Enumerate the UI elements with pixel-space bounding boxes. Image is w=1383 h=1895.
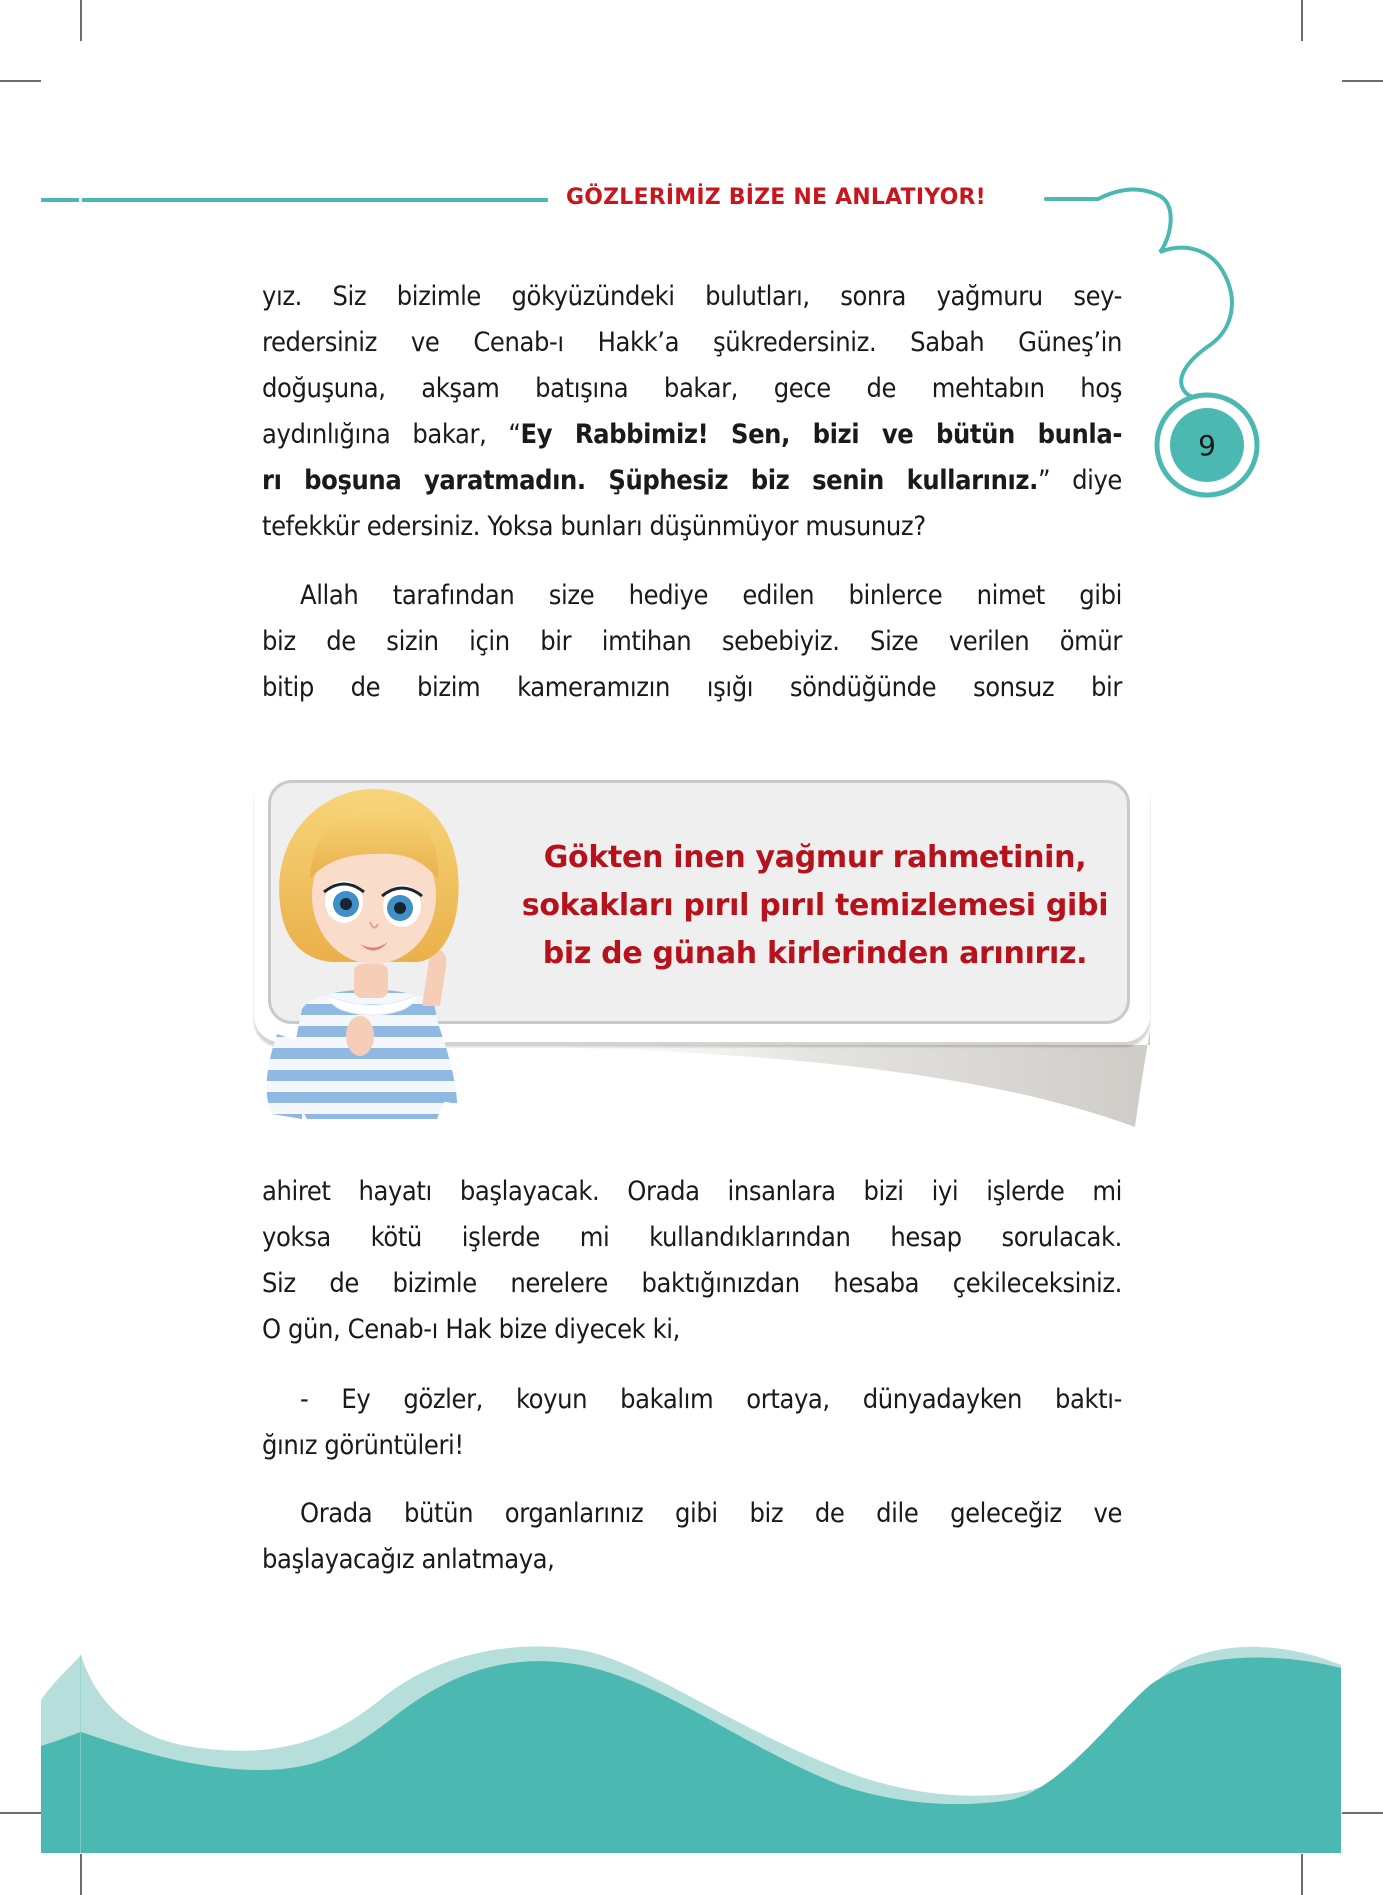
text-line: rı boşuna yaratmadın. Şüphesiz biz senin kullarınız.” diye xyxy=(262,465,1122,496)
text-line: Allah tarafından size hediye edilen binlerce nimet gibi xyxy=(300,580,1122,611)
text-line: tefekkür edersiniz. Yoksa bunları düşünmüyor musunuz? xyxy=(262,511,926,542)
text-line: aydınlığına bakar, “Ey Rabbimiz! Sen, bizi ve bütün bunla- xyxy=(262,419,1122,450)
quote-bold: Ey Rabbimiz! Sen, bizi ve bütün bunla- xyxy=(520,419,1122,450)
text-line: yoksa kötü işlerde mi kullandıklarından hesap sorulacak. xyxy=(262,1222,1122,1253)
text-line: başlayacağız anlatmaya, xyxy=(262,1544,555,1575)
text-line: Orada bütün organlarınız gibi biz de dile geleceğiz ve xyxy=(300,1498,1122,1529)
text-line: yız. Siz bizimle gökyüzündeki bulutları, sonra yağmuru sey- xyxy=(262,281,1122,312)
page-number-badge: 9 xyxy=(1170,408,1244,482)
running-title: GÖZLERİMİZ BİZE NE ANLATIYOR! xyxy=(566,185,986,210)
text-line: O gün, Cenab-ı Hak bize diyecek ki, xyxy=(262,1314,680,1345)
text-line: - Ey gözler, koyun bakalım ortaya, dünyadayken baktı- xyxy=(300,1384,1122,1415)
text-line: biz de sizin için bir imtihan sebebiyiz. Size verilen ömür xyxy=(262,626,1122,657)
callout-line: biz de günah kirlerinden arınırız. xyxy=(542,936,1088,971)
quote-bold: rı boşuna yaratmadın. Şüphesiz biz senin kullarınız. xyxy=(262,465,1038,496)
text-line: bitip de bizim kameramızın ışığı söndüğünde sonsuz bir xyxy=(262,672,1122,703)
text-line: ahiret hayatı başlayacak. Orada insanlara bizi iyi işlerde mi xyxy=(262,1176,1122,1207)
text-line: redersiniz ve Cenab-ı Hakk’a şükredersiniz. Sabah Güneş’in xyxy=(262,327,1122,358)
callout-line: Gökten inen yağmur rahmetinin, xyxy=(543,840,1087,875)
text-line: Siz de bizimle nerelere baktığınızdan hesaba çekileceksiniz. xyxy=(262,1268,1122,1299)
callout-line: sokakları pırıl pırıl temizlemesi gibi xyxy=(521,888,1109,923)
text-line: doğuşuna, akşam batışına bakar, gece de mehtabın hoş xyxy=(262,373,1122,404)
text-line: ğınız görüntüleri! xyxy=(262,1430,464,1461)
